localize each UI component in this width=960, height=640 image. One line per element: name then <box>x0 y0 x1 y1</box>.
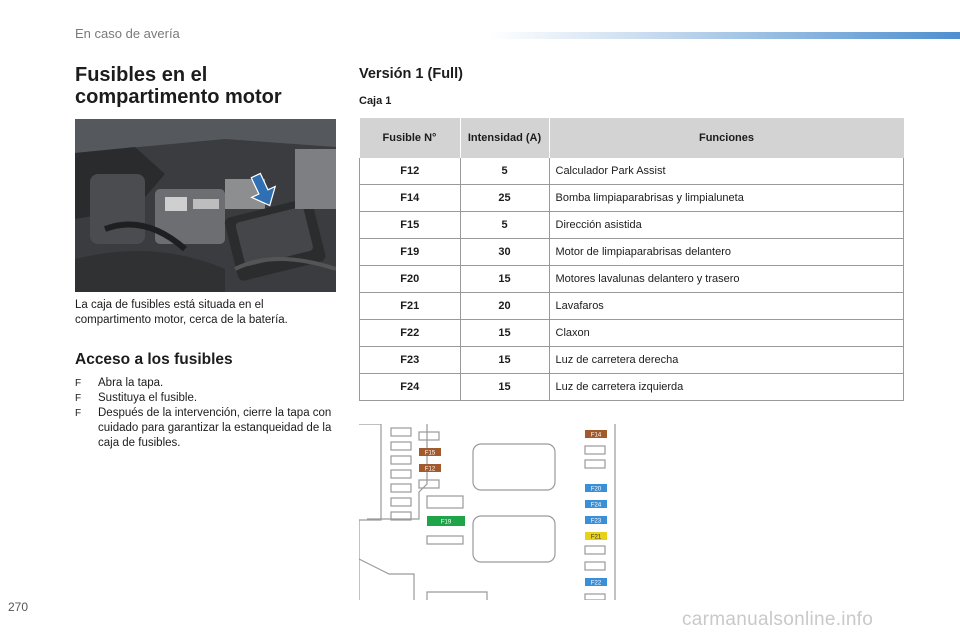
fuse-label-f21: F21 <box>590 534 602 541</box>
header-gradient-bar <box>490 32 960 39</box>
fuse-label-f14: F14 <box>590 432 602 439</box>
page-title: Fusibles en el compartimento motor <box>75 64 282 108</box>
page-number: 270 <box>8 600 29 614</box>
table-row: F20 15 Motores lavalunas delantero y trasero <box>360 266 904 293</box>
version-title: Versión 1 (Full) <box>359 66 463 82</box>
fuse-label-f19: F19 <box>440 519 452 526</box>
watermark: carmanualsonline.info <box>682 609 874 630</box>
table-row: F21 20 Lavafaros <box>360 293 904 320</box>
list-item: F Abra la tapa. <box>75 377 164 389</box>
engine-compartment-photo <box>75 119 336 292</box>
table-row: F24 15 Luz de carretera izquierda <box>360 374 904 401</box>
fuse-label-f24: F24 <box>590 502 602 509</box>
access-section-title: Acceso a los fusibles <box>75 351 233 368</box>
bullet-icon: F <box>75 408 82 419</box>
bullet-icon: F <box>75 393 82 404</box>
table-row: F19 30 Motor de limpiaparabrisas delantero <box>360 239 904 266</box>
section-header: En caso de avería <box>75 26 180 41</box>
fuse-label-f12: F12 <box>424 466 436 473</box>
header-fuse-number: Fusible N° <box>360 118 461 158</box>
table-row: F15 5 Dirección asistida <box>360 212 904 239</box>
fusebox-location-caption: La caja de fusibles está situada en el compartimento motor, cerca de la batería. <box>75 299 288 326</box>
fusebox-diagram <box>359 424 619 600</box>
fuse-label-f22: F22 <box>590 580 602 587</box>
table-row: F14 25 Bomba limpiaparabrisas y limpialuneta <box>360 185 904 212</box>
table-header-row <box>360 118 904 158</box>
bullet-icon: F <box>75 378 82 389</box>
header-functions: Funciones <box>549 118 904 158</box>
fuse-table <box>359 118 904 401</box>
list-item: F Después de la intervención, cierre la tapa con cuidado para garantizar la estanqueidad de la caja de fusibles. <box>75 407 332 449</box>
fuse-label-f23: F23 <box>590 518 602 525</box>
list-item: F Sustituya el fusible. <box>75 392 198 404</box>
table-row: F12 5 Calculador Park Assist <box>360 158 904 185</box>
table-row: F22 15 Claxon <box>360 320 904 347</box>
table-row: F23 15 Luz de carretera derecha <box>360 347 904 374</box>
header-amperage: Intensidad (A) <box>460 118 549 158</box>
access-steps-list <box>75 376 337 451</box>
fuse-label-f20: F20 <box>590 486 602 493</box>
fuse-label-f15: F15 <box>424 450 436 457</box>
box-title: Caja 1 <box>359 95 392 107</box>
engine-photo-illustration <box>75 119 336 292</box>
